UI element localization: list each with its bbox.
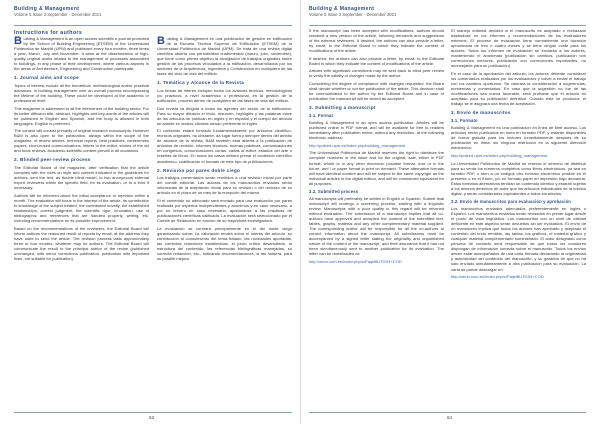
subheading-submitted-process: 3.2. Submitted process xyxy=(309,188,359,194)
paragraph: Articles with significant corrections may be sent back to blind peer review to verify the validity of changes made by the author. xyxy=(309,68,444,79)
drop-cap: B xyxy=(14,35,22,47)
paragraph: Los manuscritos enviados adecuados preferentemente en inglés o Español. Los manuscritos enviados serán revisados en primer lugar desde el punto de vista lingüístico. Los manuscritos con un nivel de calidad deficiente en este aspecto serán devueltos sin ser evaluados. El envío de un manuscrito implica que todos los autores han aprobado y aceptado el contenido del texto remitido, las tablas, los gráficos, el material gráfico y cualquier material complementario suministrado. El autor designado como persona de contacto será responsable de que todos los coautores dispongan de información correcta sobre el manuscrito. Todos los envíos deben estar acompañados de una carta firmada declarando la originalidad y autenticidad del contenido del manuscrito, y su garantía de que no ha sido enviado simultáneamente a otra publicación para su evaluación. La carta se puede descargar en: xyxy=(451,205,586,272)
paragraph: If desired, the authors can also provide a letter, by email, to the Editorial Board in which they indicate the content of modifications of the article. xyxy=(309,55,444,66)
page-number: 63 xyxy=(149,415,155,420)
heading-submitting: 3. Submitting a manuscript xyxy=(309,105,376,111)
header-rule xyxy=(309,25,586,26)
drop-cap: B xyxy=(157,35,165,47)
paragraph: Considering the degree of compliance with changes requested, the Board shall decide whether or not the publication of the article. This decision shall be communicated to the author by the Editorial Board and in case of publication the manuscript will be stored as accepted. xyxy=(309,80,444,102)
page-header xyxy=(309,6,586,28)
paragraph: Los trabajos presentados serán remitidos a una revisión inicial por parte del comité editorial. Las autoras de los manuscritos enviados serán informadas de la aceptación inicial para su revisión o del rechazo de su artículo en el plazo de un mes de la recepción del mismo. xyxy=(157,175,292,196)
journal-title: Building & Management xyxy=(14,6,80,12)
journal-link[interactable]: http://polired.upm.es/index.php/building_management xyxy=(309,142,406,148)
paragraph: Building & Management is an open access publication. Articles will be published online in PDF format, and will be available for free to readers immediately after publication online, without any restriction, at the following electronic address: xyxy=(309,120,444,141)
two-column-body xyxy=(14,36,292,263)
paragraph: The Universidad Politécnica de Madrid reserves the right to distribute the complete numbers or the issue and for the original, sale, either in PDF format, whole or in any other electronic possible format, now or in the future, and / or paper format in print on demand. These alternative formats will have identical content and will be subject to the same copyright as the individual articles in the digital edition, and will be considered equivalent for all purposes. xyxy=(309,150,444,186)
footer-rule xyxy=(309,412,586,413)
issue-info: Volume 5 Issue 3 September - December 2021 xyxy=(309,12,397,17)
paragraph: Building & Management es una publicación en línea de libre acceso. Los artículos serán publicados en línea en formato PDF, y estarán disponibles de forma gratuita para los lectores inmediatamente después de su publicación en línea, sin ninguna restricción en la siguiente dirección electrónica: xyxy=(451,125,586,151)
paragraph: La evaluación se centrará principalmente en el del doble ciego garantizando sobre: La valoración tendrá sobre el interés del artículo, su contribución al conocimiento del tema tratado, las novedades aportadas, las correctas relaciones establecidas, el juicio crítico desarrollado, la estructura del contenido, las referencias bibliográficas manejadas, su correcta redacción, etc., indicando recomendaciones, si las hubiera, para su posible mejora. xyxy=(157,225,292,261)
heading-peer-review: 2. Blinded peer-review process xyxy=(14,157,91,163)
paragraph: The Editorial Board of the magazine, after verification that the article complies with the rules on style and content indicated in the guidelines for authors, sent the text, as double blind model, to two anonymous external expert reviewers within the specific field, for its evaluation, or to a third if necessary. xyxy=(14,165,149,191)
header-rule xyxy=(14,25,292,26)
intro-paragraph: Building & Management is an open access scientific e-journal promoted by the School of Building Engineering (ETSEM) of the Universidad Politécnica de Madrid (UPM) and published every four months, three times a year, March, July and November. It aims at the dissemination of high-quality original works related to the management of processes associated to buildings, in any phase of their development, where various aspects in the areas of Architecture, Engineering and Construction participate. xyxy=(14,35,149,72)
paragraph: All manuscripts will preferably be written in English or Spanish. Submit final manuscript will undergo a screening process, starting with a linguistic review. Manuscripts with a poor quality in this regard will be returned without evaluation. The submission of a manuscript implies that all co-authors have approved and accepted the content of the submitted text, tables, graphs, material and any other complementary material supplied. The corresponding author will be responsible for all the co-authors to correct information about the manuscript. All submissions must be accompanied by a signed letter stating the originality and unpublished nature of the content of the manuscript, and their assurance that it has not been simultaneously sent to another publication for its evaluation. The letter can be downloaded at: xyxy=(309,195,444,257)
page-number: 64 xyxy=(447,415,453,420)
subheading-formato: 3.1. Formato xyxy=(451,118,478,124)
paragraph: If the manuscript has been accepted with modifications, authors should resubmit a new version of the article, following demands and suggestions of the external reviewers. If desired, the authors can also provide a letter, by email, to the Editorial Board in which they indicate the content of modifications of the article. xyxy=(309,28,444,54)
english-column xyxy=(309,28,444,282)
paragraph: Los temas de interés incluyen todos los avances teóricos, metodológicos y/o prácticos, a nivel académico o profesional, en la gestión de la edificación, proceso dentro de cualquiera de las fases de vida del edificio. xyxy=(157,87,292,104)
letter-download-link[interactable]: http://oimn.com.es/index.php/c/PaqbBUTDS4+COD xyxy=(451,274,544,280)
paragraph: Topics of interest include all the theoretical, methodological and/or practical advances, in building management over an overall process encompassing the lifetime of the building. These could be developed at the academic or professional level. xyxy=(14,82,149,104)
spanish-column xyxy=(451,28,586,282)
spanish-column xyxy=(157,36,292,263)
subheading-format: 3.1. Format xyxy=(309,113,334,119)
paragraph: Dos revista va dirigida a todos los agentes del sector de la edificación. Para su mayor difusión el título, resumen, highlights y las palabras clave de los artículos se publican en inglés y en español y el cuerpo del artículo se admite en ambos idiomas siendo preferente el inglés. xyxy=(157,105,292,126)
right-page xyxy=(300,0,600,424)
paragraph: The content will consist primarily of original research manuscripts. However B&M is also open to the publication, always within the scope of the magazine, of review articles, technical reports, best practices, conferences papers, short-nosed communications, letters to the editor, stories of the art and book reviews. Academic-scientific content prevail in all occasions. xyxy=(14,128,149,154)
subheading-envio-evaluacion: 3.2. Envío de manuscritos para evaluación y aprobación xyxy=(451,198,572,204)
intro-paragraph: Building & Management es una publicación de gestión en edificación de la Escuela Técnica Superior de Edificación (ETSEM) de la Universidad Politécnica de Madrid (UPM). Se trata de una revista digital científica abierta con periodicidad cuatrimestral (marzo, julio, noviembre), que tiene como primer objetivo la divulgación de trabajos originales sobre gestión de los procesos vinculados a la edificación, desarrollados por los sectores de la Arquitectura, Ingeniería y Construcción en cualquiera de las fases del ciclo de vida del edificio. xyxy=(157,35,292,77)
journal-title: Building & Management xyxy=(309,6,375,12)
heading-tematica: 1. Temática y Alcance de la Revista xyxy=(157,80,245,86)
paragraph: En el caso de la aprobación del artículo, los autores deberán considerar los comentarios realizados por los evaluadores y volver a enviar el trabajo con los cambios oportunos. Se valorará la consideración a sugerencias, enmiendas y comentarios. En caso que la sugestión no fue de las modificaciones sea nueva favorable, será probable que el artículo es aceptado para su publicación definitiva. Cuando éste se produzca, el trabajo se le asignará una fecha de aceptación. xyxy=(451,70,586,107)
paragraph: Authors will be informed about the initial acceptance or rejection within a month. The evaluation will focus in the interest of the article, its contribution to knowledge of the subject treated, the contributed novelty, the established relationships, correct judgment, the scientific rigor, innovation, use of bibliographic and references that are handled properly, writing, etc. Including recommendations for its possible improvement. xyxy=(14,192,149,223)
paragraph: La Universidad Politécnica de Madrid se reserva el derecho de distribuir para su venta los números completos como libros electrónicos, ya sea en formato PDF, o bien a un códigos otro formato electrónico posible en el presente o en el futuro, y/o en formato papel en impresión bajo demanda. Estos formatos alternativos tendrán un contenido idéntico y estarán sujetos a los mismos derechos de autor que los artículos individuales de la edición digital, y serán considerados equivalentes a todos los efectos. xyxy=(451,160,586,196)
heading-aims-scope: 1. Journal aims and scope xyxy=(14,75,79,81)
issue-info: Volume 5 Issue 3 September - December 2021 xyxy=(14,12,102,17)
footer-rule xyxy=(14,412,292,413)
journal-link[interactable]: http://polired.upm.es/index.php/building_management xyxy=(451,153,548,159)
english-column xyxy=(14,36,149,263)
two-column-body xyxy=(309,28,586,282)
paragraph: El contenido estará formado fundamentalmente por artículos científico-técnicos originales, no obstante, da lugar fuera y siempre dentro del ámbito de alcance de la revista, B&M también está abierta a la publicación de artículos de revisión, informes técnicos, buenas prácticas, comunicaciones en congresos, comunicaciones cortas, cartas al editor, estados del arte o reseñas de libros. En todos los casos deberá primar el contenido científico académico, cualificando el formato de este tipo de publicaciones. xyxy=(157,128,292,164)
paragraph: Based on the recommendations of the reviewers, the Editorial Board will inform authors the reasoned result of reports by email, at the address they have used to send the article. The revision process lasts approximately three or four months, whatever may be authors. The Editorial Board will communicate the result to the principal author of the revise (published unchanged, with minor corrections publication, publication with important fixes, not suitable for publication). xyxy=(14,225,149,261)
section-title: Instructions for authors xyxy=(14,30,83,36)
letter-download-link[interactable]: http://oimn.com.es/index.php/c/PaqbBUTDS4+COD xyxy=(309,258,402,264)
page-header xyxy=(14,6,292,28)
paragraph: El manejo editorial decidirá si el manuscrito es aceptado o rechazado basándose en los informes y recomendaciones de los evaluadores externos. El proceso de evaluación tiene normalmente una duración aproximada de tres o cuatro meses y se tiene ningún coste para los autores. Todos los informes de evaluación se enviarán a los autores, manteniendo el anonimato (publicación sin cambios, publicación con correcciones menores, publicación con correcciones importantes, no aconsejable para su publicación). xyxy=(451,28,586,69)
heading-envio: 3. Envío de manuscritos xyxy=(451,110,511,116)
paragraph: This magazine is addressed to all the interveners of the building sector. For its better diffusion title, abstract, highlights and key-words of the articles will be published in English and Spanish, and the body is allowed in both languages. English is preferred. xyxy=(14,105,149,126)
paragraph: Si el contenido no adecuado será enviado para una evaluación por pares realizada por expertos independientes y anónimos y en caso necesario, a por un tercero en caso necesario, ajustándose a las prácticas de publicaciones científicas calificado. La evaluación será seleccionado por el Comité de Redacción en función de su trayectoria investigadora. xyxy=(157,197,292,223)
heading-revision-pares: 2. Revisión por pares doble ciego xyxy=(157,167,241,173)
